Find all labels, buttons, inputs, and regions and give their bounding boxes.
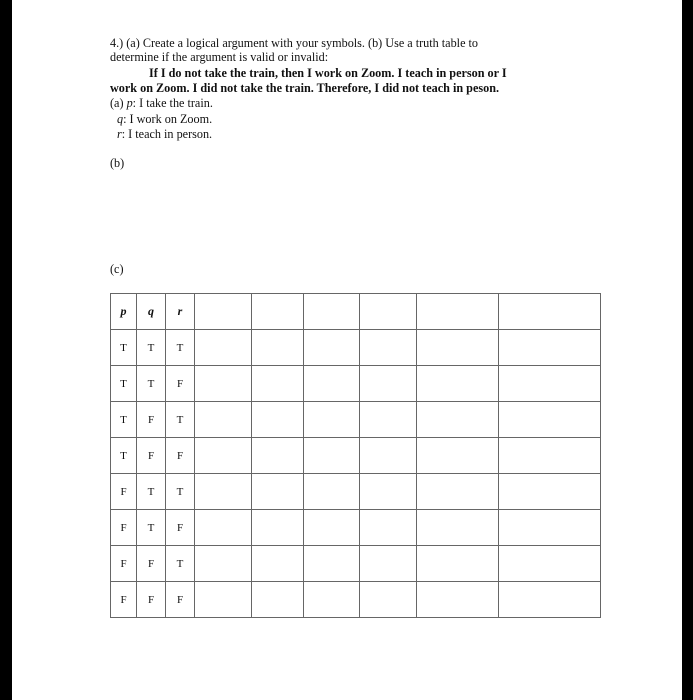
blank-cell[interactable] [499, 366, 601, 402]
truth-table-header-cell [499, 294, 601, 330]
blank-cell[interactable] [304, 438, 360, 474]
truth-value-cell: F [166, 582, 195, 618]
blank-cell[interactable] [304, 402, 360, 438]
blank-cell[interactable] [417, 402, 499, 438]
blank-cell[interactable] [417, 474, 499, 510]
blank-cell[interactable] [499, 474, 601, 510]
truth-value-cell: T [166, 330, 195, 366]
blank-cell[interactable] [417, 582, 499, 618]
blank-cell[interactable] [195, 510, 252, 546]
q-definition: : I work on Zoom. [123, 112, 213, 126]
blank-cell[interactable] [252, 438, 304, 474]
blank-cell[interactable] [252, 582, 304, 618]
blank-cell[interactable] [195, 546, 252, 582]
p-symbol: p [126, 96, 133, 110]
blank-cell[interactable] [195, 330, 252, 366]
argument-line-2: work on Zoom. I did not take the train. Therefore, I did not teach in peson. [110, 81, 500, 95]
blank-cell[interactable] [252, 402, 304, 438]
truth-value-cell: F [166, 438, 195, 474]
blank-cell[interactable] [360, 510, 417, 546]
truth-value-cell: T [166, 546, 195, 582]
truth-table-row [111, 366, 601, 402]
blank-cell[interactable] [252, 366, 304, 402]
blank-cell[interactable] [252, 330, 304, 366]
blank-cell[interactable] [360, 330, 417, 366]
truth-table-header-cell: r [166, 294, 195, 330]
blank-cell[interactable] [360, 474, 417, 510]
truth-value-cell: F [166, 366, 195, 402]
truth-table-header-cell [195, 294, 252, 330]
truth-table-row [111, 510, 601, 546]
blank-cell[interactable] [195, 402, 252, 438]
blank-cell[interactable] [195, 438, 252, 474]
truth-value-cell: T [166, 402, 195, 438]
question-line-1: 4.) (a) Create a logical argument with your symbols. (b) Use a truth table to [110, 36, 479, 50]
truth-value-cell: T [111, 402, 137, 438]
part-a-label: (a) [110, 96, 124, 110]
truth-table-row [111, 438, 601, 474]
blank-cell[interactable] [252, 546, 304, 582]
truth-value-cell: T [166, 474, 195, 510]
blank-cell[interactable] [252, 510, 304, 546]
r-symbol: r [117, 127, 122, 141]
truth-table-header-row [111, 294, 601, 330]
r-definition: : I teach in person. [121, 127, 213, 141]
definition-p [110, 96, 213, 111]
truth-table-header-cell [252, 294, 304, 330]
blank-cell[interactable] [360, 546, 417, 582]
blank-cell[interactable] [360, 582, 417, 618]
truth-table-row [111, 582, 601, 618]
truth-value-cell: T [137, 366, 166, 402]
truth-value-cell: T [111, 438, 137, 474]
blank-cell[interactable] [304, 546, 360, 582]
blank-cell[interactable] [417, 510, 499, 546]
truth-value-cell: T [137, 330, 166, 366]
part-b-label: (b) [110, 156, 125, 170]
p-definition: : I take the train. [132, 96, 213, 110]
truth-value-cell: T [111, 330, 137, 366]
truth-value-cell: F [137, 546, 166, 582]
truth-value-cell: F [137, 438, 166, 474]
truth-value-cell: F [137, 402, 166, 438]
truth-value-cell: T [111, 366, 137, 402]
blank-cell[interactable] [417, 330, 499, 366]
blank-cell[interactable] [195, 582, 252, 618]
blank-cell[interactable] [195, 474, 252, 510]
blank-cell[interactable] [499, 546, 601, 582]
blank-cell[interactable] [417, 366, 499, 402]
question-line-2: determine if the argument is valid or invalid: [110, 50, 329, 64]
part-c-label: (c) [110, 262, 124, 276]
truth-table-header-cell [360, 294, 417, 330]
truth-value-cell: F [111, 546, 137, 582]
truth-table-row [111, 330, 601, 366]
truth-table-header-cell: q [137, 294, 166, 330]
blank-cell[interactable] [304, 582, 360, 618]
q-symbol: q [117, 112, 124, 126]
truth-value-cell: T [137, 474, 166, 510]
blank-cell[interactable] [360, 438, 417, 474]
blank-cell[interactable] [499, 510, 601, 546]
blank-cell[interactable] [499, 438, 601, 474]
blank-cell[interactable] [304, 510, 360, 546]
truth-value-cell: F [137, 582, 166, 618]
definition-q [117, 112, 212, 127]
blank-cell[interactable] [499, 582, 601, 618]
truth-table [110, 293, 601, 618]
blank-cell[interactable] [195, 366, 252, 402]
truth-table-header-cell: p [111, 294, 137, 330]
blank-cell[interactable] [417, 546, 499, 582]
truth-table-row [111, 474, 601, 510]
argument-line-1: If I do not take the train, then I work on Zoom. I teach in person or I [149, 66, 507, 80]
blank-cell[interactable] [360, 366, 417, 402]
truth-table-header-cell [417, 294, 499, 330]
truth-value-cell: F [111, 510, 137, 546]
blank-cell[interactable] [304, 474, 360, 510]
truth-table-row [111, 402, 601, 438]
truth-value-cell: T [137, 510, 166, 546]
blank-cell[interactable] [499, 330, 601, 366]
blank-cell[interactable] [360, 402, 417, 438]
blank-cell[interactable] [417, 438, 499, 474]
truth-value-cell: F [111, 582, 137, 618]
truth-value-cell: F [111, 474, 137, 510]
blank-cell[interactable] [304, 330, 360, 366]
blank-cell[interactable] [304, 366, 360, 402]
blank-cell[interactable] [252, 474, 304, 510]
document-page [12, 0, 682, 700]
truth-table-row [111, 546, 601, 582]
truth-value-cell: F [166, 510, 195, 546]
truth-table-header-cell [304, 294, 360, 330]
definition-r [117, 127, 212, 142]
blank-cell[interactable] [499, 402, 601, 438]
